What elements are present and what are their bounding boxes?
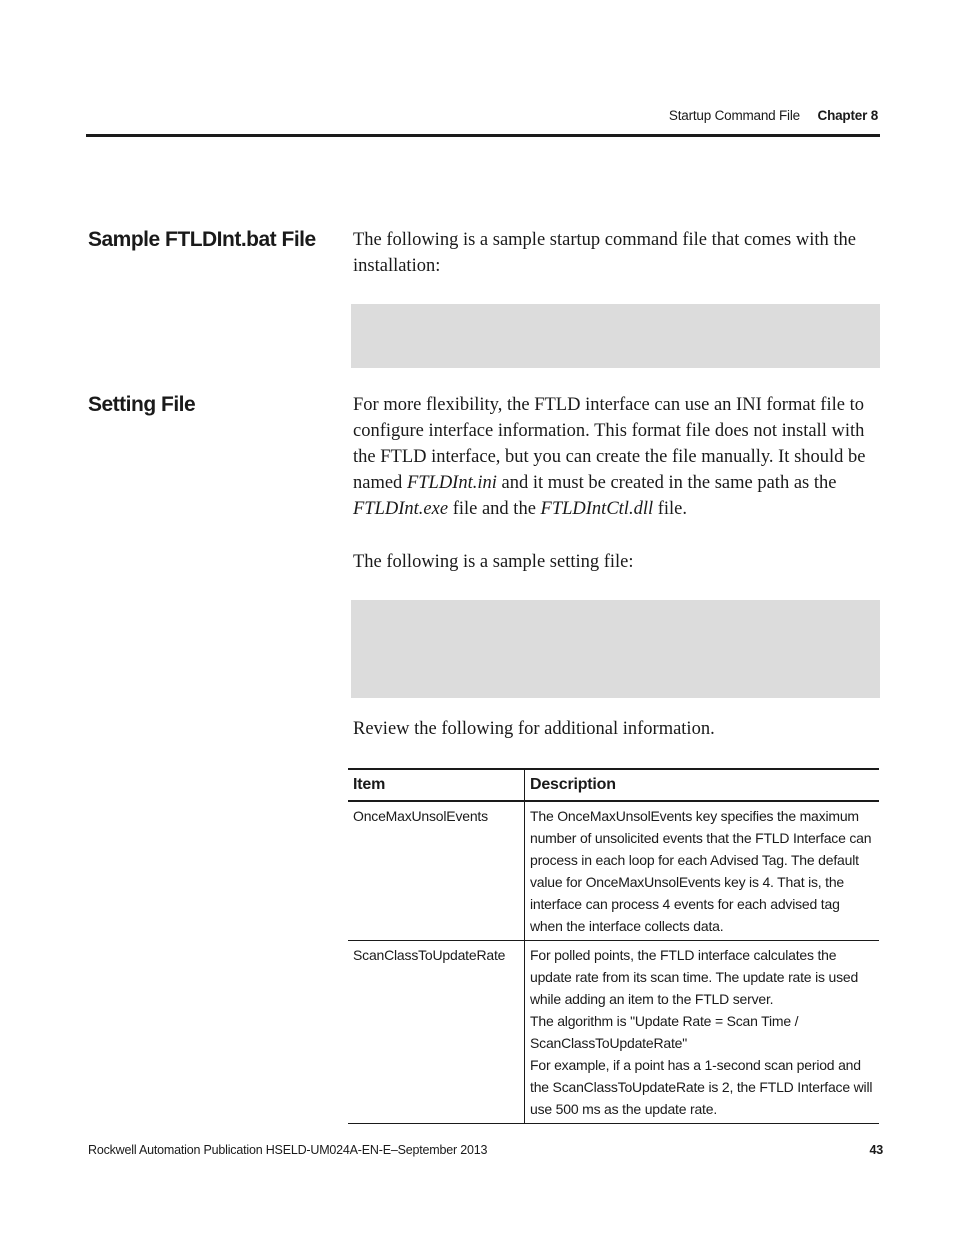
description-line: The algorithm is "Update Rate = Scan Time / ScanClassToUpdateRate" — [530, 1013, 799, 1051]
description-cell — [525, 941, 880, 1124]
col-header-item: Item — [348, 769, 525, 801]
filename-ini: FTLDInt.ini — [406, 473, 497, 493]
header-section-title: Startup Command File — [668, 108, 800, 123]
settings-table — [348, 768, 879, 1124]
code-block-ini — [351, 600, 880, 698]
heading-setting-file: Setting File — [88, 393, 196, 416]
table-header-row — [348, 769, 879, 801]
description-cell — [525, 801, 880, 941]
heading-sample-bat: Sample FTLDInt.bat File — [88, 228, 316, 251]
item-cell: ScanClassToUpdateRate — [348, 941, 525, 1124]
sample-bat-intro: The following is a sample startup command file that comes with the installation: — [353, 230, 856, 276]
table-row — [348, 801, 879, 941]
p1-text-b: and it must be created in the same path as the — [496, 473, 837, 493]
description-line: For polled points, the FTLD interface calculates the update rate from its scan time. The update rate is used while adding an item to the FTLD server. — [530, 947, 859, 1007]
sample-setting-intro: The following is a sample setting file: — [353, 552, 634, 572]
item-cell: OnceMaxUnsolEvents — [348, 801, 525, 941]
filename-dll: FTLDIntCtl.dll — [540, 499, 654, 519]
footer-publication: Rockwell Automation Publication HSELD-UM024A-EN-E–September 2013 — [88, 1143, 488, 1157]
header-rule — [86, 134, 880, 137]
header-chapter: Chapter 8 — [817, 108, 878, 123]
code-block-bat — [351, 304, 880, 368]
page-number: 43 — [869, 1143, 883, 1157]
description-line: For example, if a point has a 1-second scan period and the ScanClassToUpdateRate is 2, the FTLD Interface will use 500 ms as the update rate. — [530, 1057, 873, 1117]
p1-text-d: file. — [653, 499, 688, 519]
table-row — [348, 941, 879, 1124]
description-line: The OnceMaxUnsolEvents key specifies the maximum number of unsolicited events that the FTLD Interface can process in each loop for each Advised Tag. The default value for OnceMaxUnsolEvents key is 4. That is, the interface can process 4 events for each advised tag when the interface collects data. — [530, 808, 872, 934]
filename-exe: FTLDInt.exe — [353, 499, 449, 519]
p1-text-c: file and the — [448, 499, 541, 519]
p1-text-a: For more flexibility, the FTLD interface can use an INI format file to configure interface information. This format file does not install with the FTLD interface, but you can create the file manually. It should be named — [353, 395, 866, 493]
col-header-description: Description — [525, 769, 880, 801]
setting-file-paragraph — [353, 392, 878, 522]
running-header — [669, 108, 878, 123]
review-text: Review the following for additional information. — [353, 719, 715, 739]
